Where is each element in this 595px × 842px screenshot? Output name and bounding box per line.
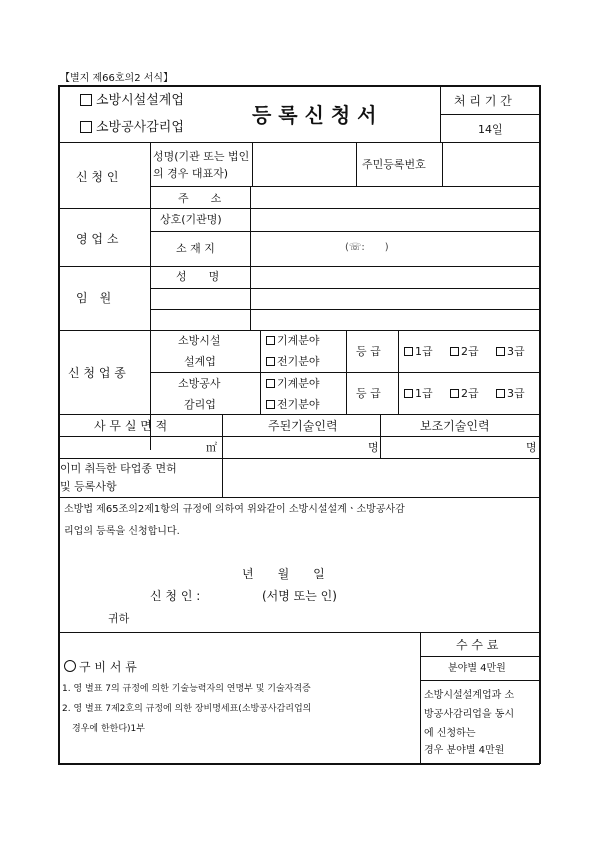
fee-note-line1: 소방시설설계업과 소 xyxy=(424,690,515,701)
option-design-business[interactable]: 소방시설설계업 xyxy=(80,94,184,107)
other-license-field[interactable] xyxy=(224,460,538,496)
applicant-signature-label: 신 청 인 : xyxy=(150,589,201,603)
fee-per-field: 분야별 4만원 xyxy=(448,663,506,674)
frame-bottom xyxy=(58,763,540,765)
address-field[interactable] xyxy=(252,188,538,206)
supervision-label-line2: 감리업 xyxy=(184,398,216,411)
recipient-label: 귀하 xyxy=(108,612,130,625)
processing-period-value: 14일 xyxy=(478,123,503,136)
circle-bullet-icon xyxy=(64,660,76,672)
signature-hint: (서명 또는 인) xyxy=(262,589,337,603)
officer-row-3[interactable] xyxy=(152,311,538,329)
processing-period-label: 처 리 기 간 xyxy=(454,94,512,108)
location-field[interactable] xyxy=(252,233,538,265)
checkbox-icon[interactable] xyxy=(266,336,275,345)
fee-note-line4: 경우 분야별 4만원 xyxy=(424,745,505,756)
checkbox-icon[interactable] xyxy=(266,400,275,409)
document-item-2-line2: 경우에 한한다)1부 xyxy=(72,724,145,734)
officer-row-2[interactable] xyxy=(152,290,538,308)
document-item-2-line1: 2. 영 별표 7제2호의 규정에 의한 장비명세표(소방공사감리업의 xyxy=(62,704,312,714)
officers-section-label: 임 원 xyxy=(76,291,112,305)
checkbox-icon[interactable] xyxy=(266,379,275,388)
form-title: 등 록 신 청 서 xyxy=(252,103,377,127)
supervision-grade-3[interactable]: 3급 xyxy=(496,388,525,399)
supervision-grade-1[interactable]: 1급 xyxy=(404,388,433,399)
checkbox-icon[interactable] xyxy=(404,347,413,356)
area-unit: ㎡ xyxy=(206,441,217,454)
date-line: 년 월 일 xyxy=(242,567,325,581)
office-area-label: 사 무 실 면 적 xyxy=(94,419,168,433)
required-documents-heading: 구 비 서 류 xyxy=(64,660,137,673)
business-type-label: 신 청 업 종 xyxy=(68,366,126,380)
other-license-label-line2: 및 등록사항 xyxy=(60,480,117,493)
aux-tech-unit: 명 xyxy=(526,441,537,454)
applicant-section-label: 신 청 인 xyxy=(76,170,119,184)
phone-hint: (☏: ) xyxy=(345,242,389,253)
other-license-label-line1: 이미 취득한 타업종 면허 xyxy=(60,462,177,475)
checkbox-icon[interactable] xyxy=(80,94,92,106)
fee-title: 수 수 료 xyxy=(456,638,499,652)
design-grade-label: 등 급 xyxy=(356,345,381,358)
form-number-label: 【별지 제66호의2 서식】 xyxy=(60,73,174,84)
checkbox-icon[interactable] xyxy=(404,389,413,398)
fee-note-line3: 에 신청하는 xyxy=(424,728,476,739)
document-item-1: 1. 영 별표 7의 규정에 의한 기술능력자의 연명부 및 기술자격증 xyxy=(62,684,311,694)
design-electrical-option[interactable]: 전기분야 xyxy=(266,356,320,367)
checkbox-icon[interactable] xyxy=(496,389,505,398)
trade-name-field[interactable] xyxy=(252,210,538,230)
location-label: 소 재 지 xyxy=(176,242,215,255)
rrn-field[interactable] xyxy=(444,144,538,184)
checkbox-icon[interactable] xyxy=(496,347,505,356)
supervision-grade-label: 등 급 xyxy=(356,387,381,400)
officer-name-label: 성 명 xyxy=(176,270,220,283)
name-label-line1: 성명(기관 또는 법인 xyxy=(153,150,250,163)
main-tech-label: 주된기술인력 xyxy=(268,419,338,433)
declaration-line2: 리업의 등록을 신청합니다. xyxy=(64,526,180,537)
design-grade-2[interactable]: 2급 xyxy=(450,346,479,357)
checkbox-icon[interactable] xyxy=(450,347,459,356)
applicant-name-field[interactable] xyxy=(254,144,354,184)
trade-name-label: 상호(기관명) xyxy=(160,213,222,226)
main-tech-unit: 명 xyxy=(368,441,379,454)
officer-name-field-1[interactable] xyxy=(252,268,538,287)
design-label-line2: 설계업 xyxy=(184,355,216,368)
address-label: 주 소 xyxy=(178,192,222,205)
rrn-label: 주민등록번호 xyxy=(362,158,426,171)
office-section-label: 영 업 소 xyxy=(76,232,119,246)
checkbox-icon[interactable] xyxy=(266,357,275,366)
design-grade-3[interactable]: 3급 xyxy=(496,346,525,357)
supervision-grade-2[interactable]: 2급 xyxy=(450,388,479,399)
supervision-mechanical-option[interactable]: 기계분야 xyxy=(266,378,320,389)
fee-note-line2: 방공사감리업을 동시 xyxy=(424,709,515,720)
option-supervision-business[interactable]: 소방공사감리업 xyxy=(80,121,184,134)
frame-top xyxy=(58,85,540,87)
design-grade-1[interactable]: 1급 xyxy=(404,346,433,357)
checkbox-icon[interactable] xyxy=(80,121,92,133)
checkbox-icon[interactable] xyxy=(450,389,459,398)
supervision-electrical-option[interactable]: 전기분야 xyxy=(266,399,320,410)
design-mechanical-option[interactable]: 기계분야 xyxy=(266,335,320,346)
supervision-label-line1: 소방공사 xyxy=(178,377,221,390)
frame-left xyxy=(58,85,60,764)
declaration-line1: 소방법 제65조의2제1항의 규정에 의하여 위와같이 소방시설설계ㆍ소방공사감 xyxy=(64,504,405,515)
name-label-line2: 의 경우 대표자) xyxy=(153,167,229,180)
aux-tech-label: 보조기술인력 xyxy=(420,419,490,433)
design-label-line1: 소방시설 xyxy=(178,334,221,347)
